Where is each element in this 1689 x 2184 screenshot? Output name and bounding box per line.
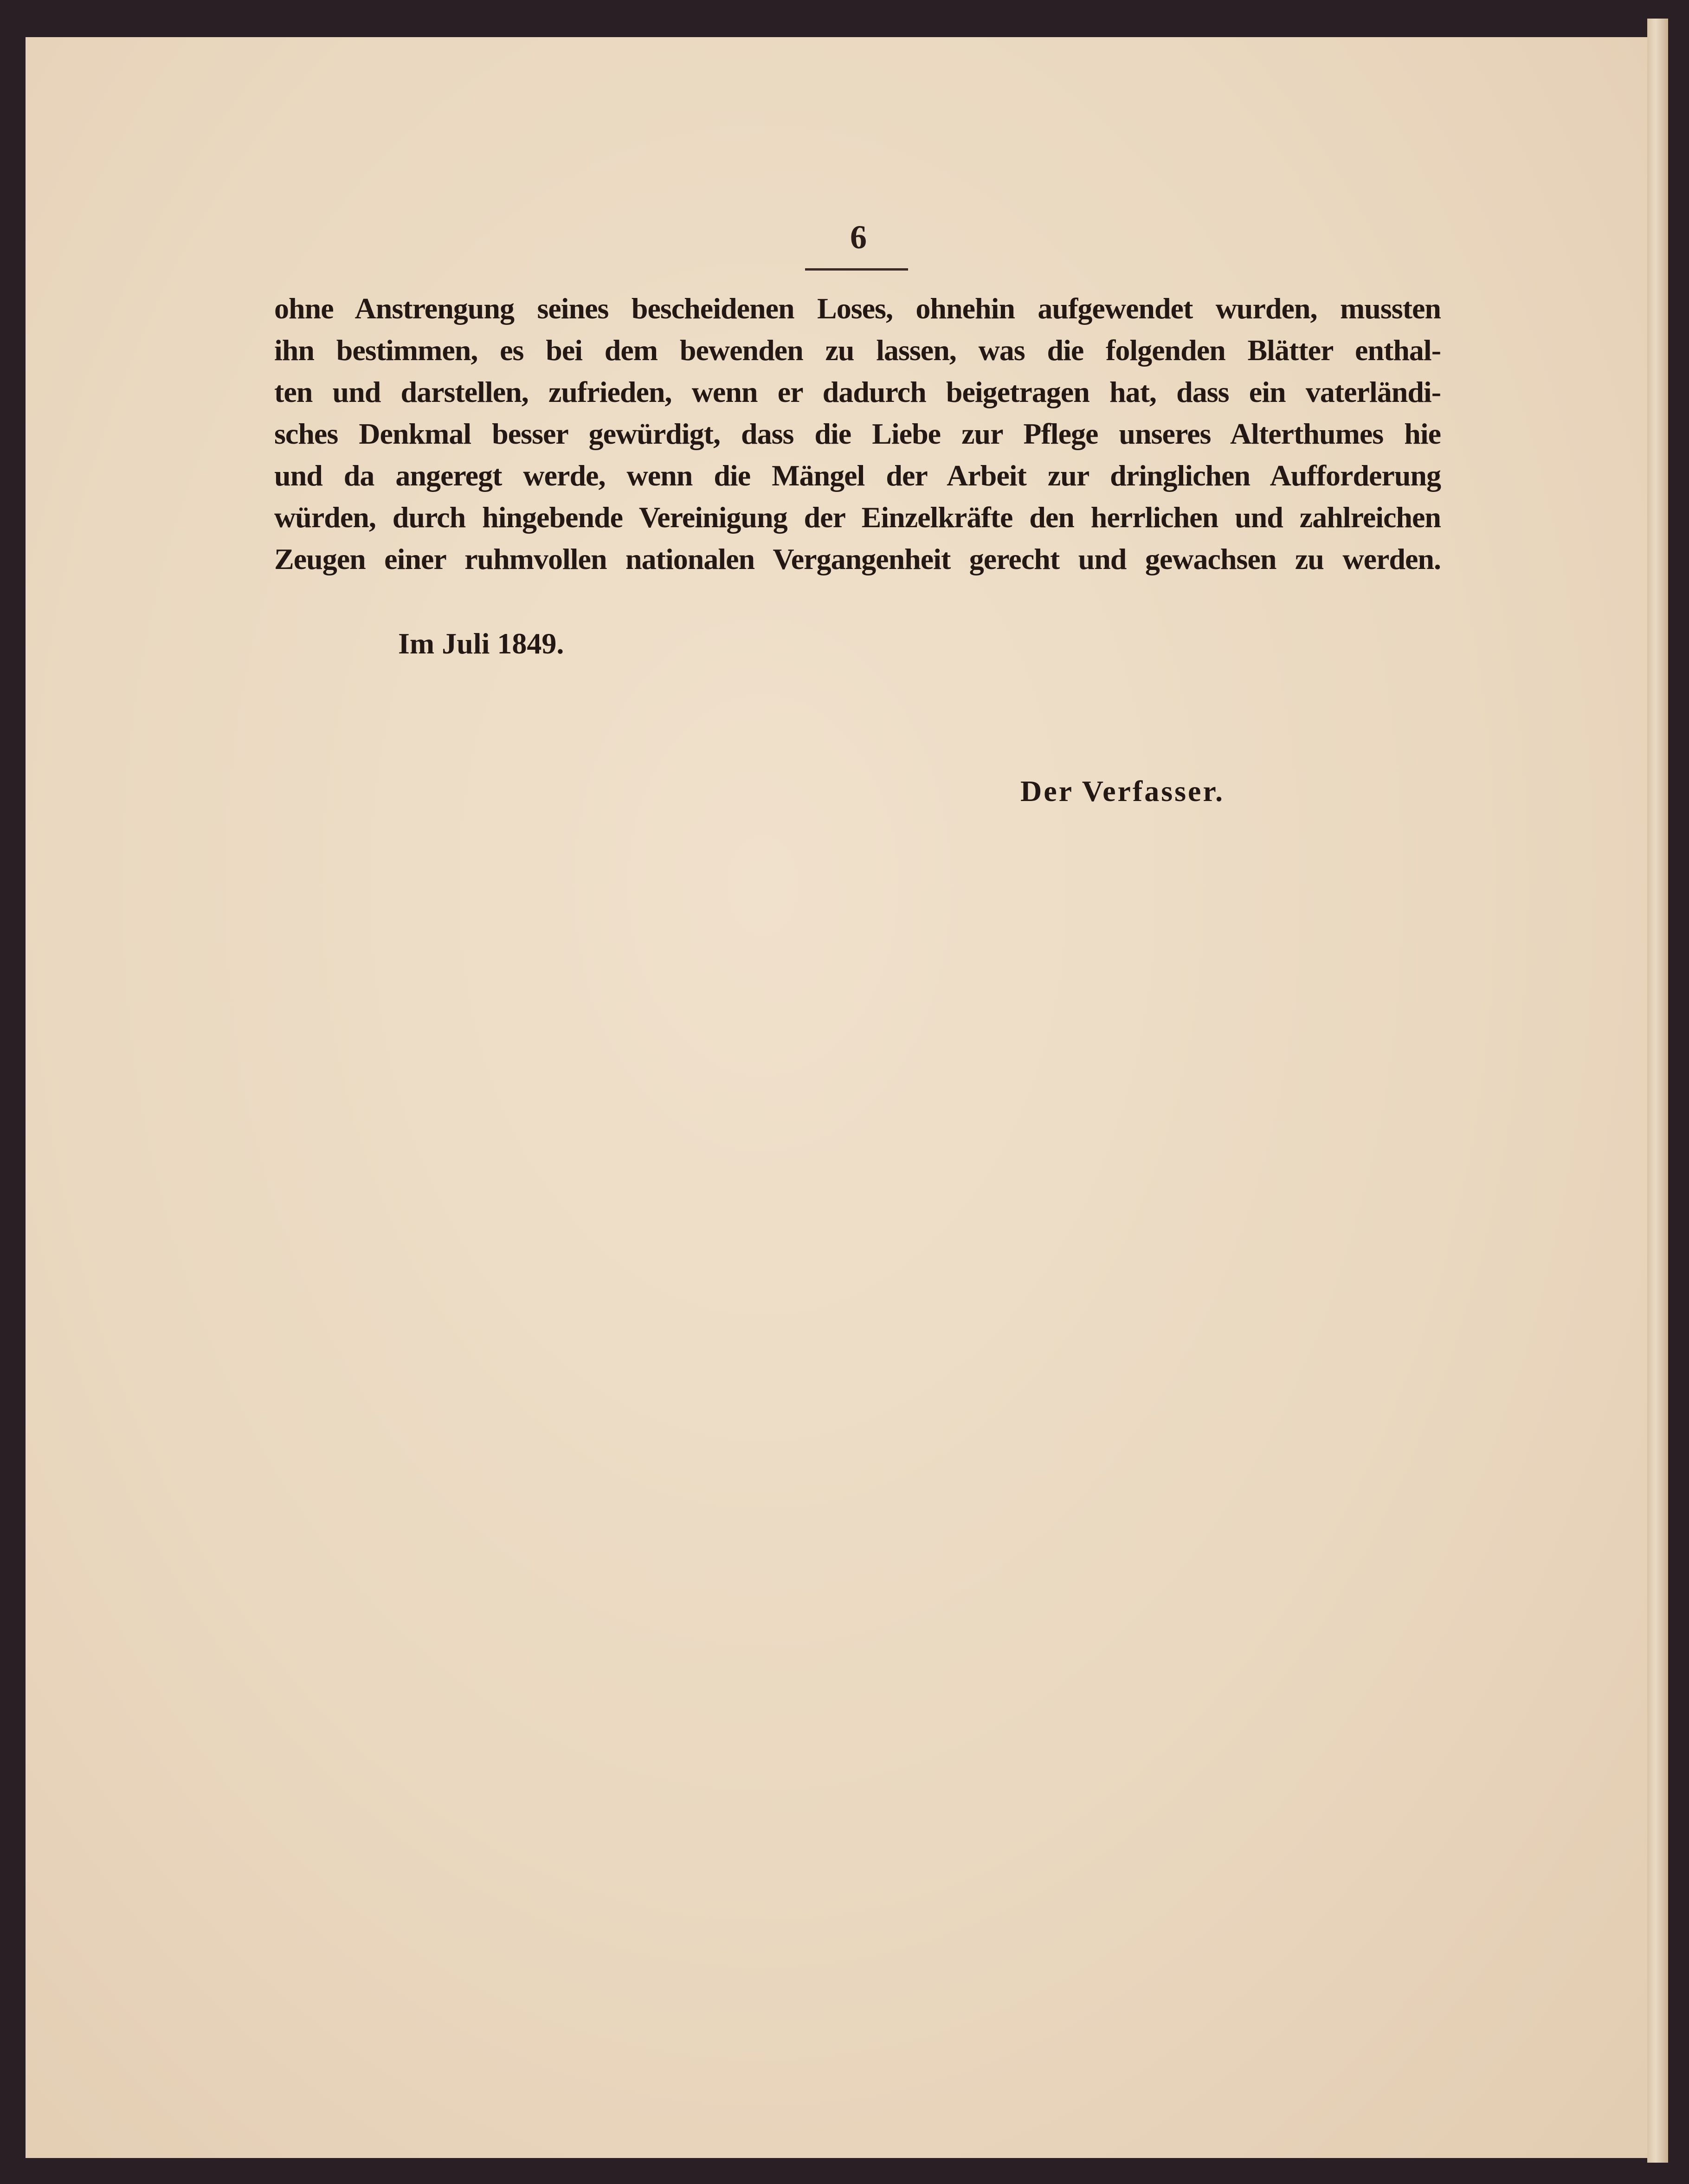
date-line: Im Juli 1849. (398, 627, 564, 660)
text-line: ohne Anstrengung seines bescheidenen Loses, ohnehin aufgewendet wurden, mussten (274, 292, 1441, 325)
page-number-rule (805, 268, 908, 271)
page-edge (1647, 19, 1668, 2163)
text-line: würden, durch hingebende Vereinigung der Einzelkräfte den herrlichen und zahlreichen (274, 501, 1441, 534)
text-line: sches Denkmal besser gewürdigt, dass die Liebe zur Pflege unseres Alterthumes hie (274, 417, 1441, 450)
signature: Der Verfasser. (1020, 775, 1225, 808)
text-line: ihn bestimmen, es bei dem bewenden zu lassen, was die folgenden Blätter enthal- (274, 334, 1441, 367)
text-line: Zeugen einer ruhmvollen nationalen Vergangenheit gerecht und gewachsen zu werden. (274, 543, 1441, 575)
body-text (274, 288, 1441, 580)
page-number: 6 (850, 219, 867, 256)
text-line: und da angeregt werde, wenn die Mängel der Arbeit zur dringlichen Aufforderung (274, 459, 1441, 492)
text-line: ten und darstellen, zufrieden, wenn er dadurch beigetragen hat, dass ein vaterländi- (274, 375, 1441, 408)
